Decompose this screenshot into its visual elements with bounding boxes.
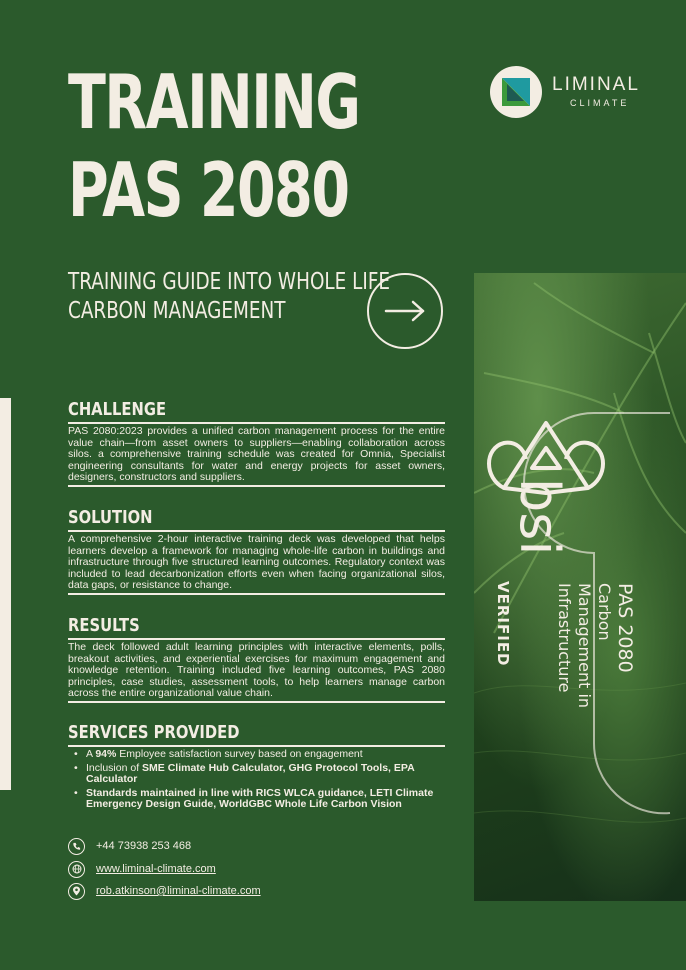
title-line-2: PAS 2080 bbox=[68, 146, 349, 234]
challenge-section bbox=[68, 399, 445, 489]
divider bbox=[68, 638, 445, 640]
challenge-body: PAS 2080:2023 provides a unified carbon management process for the entire value chain—from asset owners to suppliers—enabling collaboration across silos. a comprehensive training schedule was created for Omnia, Specialist engineering consultants for water and energy projects for asset owners, designers, constructors and suppliers. bbox=[68, 425, 445, 484]
edge-accent-strip bbox=[0, 398, 11, 790]
caption-line-1: PAS 2080 bbox=[614, 583, 636, 673]
results-body: The deck followed adult learning principles with interactive elements, polls, breakout activities, and experiential exercises for maximum engagement and knowledge retention. Training included five learning outcomes, PAS 2080 principles, case studies, assessment tools, to help learners manage carbon across the entire organizational value chain. bbox=[68, 641, 445, 700]
list-item: • Standards maintained in line with RICS WLCA guidance, LETI Climate Emergency Design Guide, WorldGBC Whole Life Carbon Vision bbox=[74, 788, 445, 811]
divider bbox=[68, 701, 445, 703]
subtitle-line-2: CARBON MANAGEMENT bbox=[68, 298, 286, 324]
brand-logo bbox=[490, 66, 660, 118]
divider bbox=[68, 593, 445, 595]
challenge-title: CHALLENGE bbox=[68, 399, 167, 420]
contact-email bbox=[68, 881, 368, 901]
brand-sub: CLIMATE bbox=[570, 98, 630, 108]
caption-line-2: Carbon bbox=[595, 583, 614, 641]
location-pin-icon bbox=[68, 883, 85, 900]
page-title bbox=[68, 58, 359, 234]
divider bbox=[68, 745, 445, 747]
services-title: SERVICES PROVIDED bbox=[68, 722, 240, 743]
arrow-right-icon bbox=[384, 300, 426, 322]
phone-icon bbox=[68, 838, 85, 855]
caption-line-3: Management in bbox=[575, 583, 594, 709]
list-item: • A 94% Employee satisfaction survey based on engagement bbox=[74, 749, 445, 761]
caption-verified: VERIFIED bbox=[494, 581, 512, 667]
liminal-logo-icon bbox=[490, 66, 542, 118]
arrow-button[interactable] bbox=[367, 273, 443, 349]
solution-body: A comprehensive 2-hour interactive training deck was developed that helps learners develop a framework for managing whole-life carbon in buildings and infrastructure through five structured learning outcomes. Regulatory context was included to lead decarbonization efforts even when facing organizational silos, data gaps, or resistance to change. bbox=[68, 533, 445, 592]
page-subtitle bbox=[68, 268, 404, 326]
bsi-badge-text: bsi bbox=[508, 478, 571, 556]
divider bbox=[68, 422, 445, 424]
results-section bbox=[68, 615, 445, 705]
subtitle-line-1: TRAINING GUIDE INTO WHOLE LIFE bbox=[68, 269, 391, 295]
services-list bbox=[68, 749, 445, 811]
contact-website bbox=[68, 859, 368, 879]
phone-number: +44 73938 253 468 bbox=[96, 840, 192, 852]
leaf-photo bbox=[474, 273, 686, 901]
globe-icon bbox=[68, 861, 85, 878]
solution-title: SOLUTION bbox=[68, 507, 153, 528]
divider bbox=[68, 485, 445, 487]
title-line-1: TRAINING bbox=[68, 58, 360, 146]
solution-section bbox=[68, 507, 445, 597]
website-link[interactable]: www.liminal-climate.com bbox=[96, 863, 216, 875]
services-section bbox=[68, 722, 445, 813]
list-item: • Inclusion of SME Climate Hub Calculator, GHG Protocol Tools, EPA Calculator bbox=[74, 763, 445, 786]
contact-phone bbox=[68, 836, 368, 856]
divider bbox=[68, 530, 445, 532]
photo-caption bbox=[554, 583, 636, 883]
results-title: RESULTS bbox=[68, 615, 140, 636]
email-link[interactable]: rob.atkinson@liminal-climate.com bbox=[96, 885, 261, 897]
caption-line-4: Infrastructure bbox=[555, 583, 574, 693]
brand-name: LIMINAL bbox=[552, 74, 640, 95]
